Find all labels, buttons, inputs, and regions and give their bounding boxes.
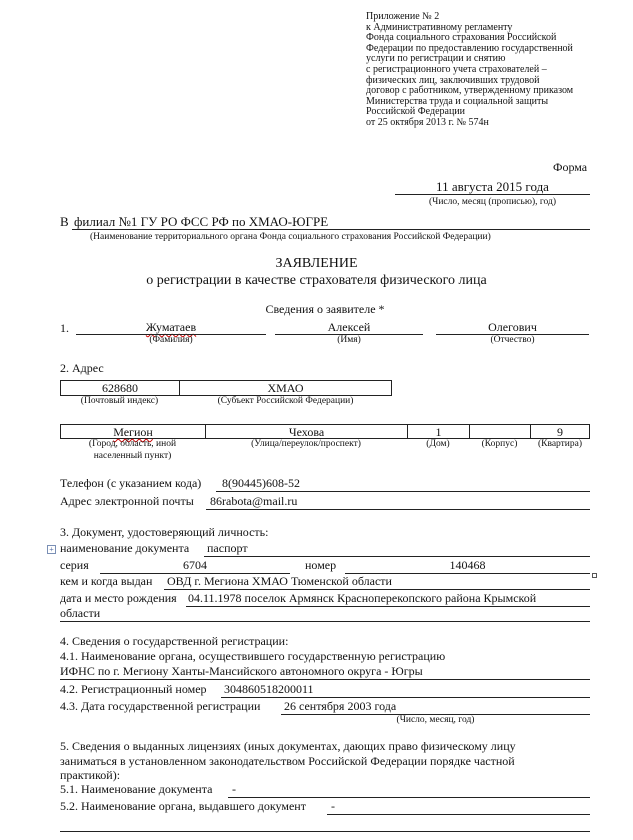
recipient-line (72, 229, 590, 230)
appendix-line: Приложение № 2 (366, 11, 440, 22)
date-line (395, 194, 590, 195)
organ-label: 4.1. Наименование органа, осуществившего государственную регистрацию (60, 649, 446, 663)
licenses-header-3: практикой): (60, 768, 121, 782)
date-value[interactable]: 11 августа 2015 года (436, 179, 549, 194)
license-doc-value[interactable]: - (232, 782, 236, 796)
surname-caption: (Фамилия) (149, 335, 193, 345)
birth-value[interactable]: 04.11.1978 поселок Армянск Красноперекопского района Крымской (188, 591, 537, 605)
doc-name-label: наименование документа (60, 541, 190, 555)
apartment-cell[interactable] (531, 425, 589, 438)
appendix-line: Российской Федерации (366, 106, 466, 118)
licenses-header-1: 5. Сведения о выданных лицензиях (иных документах, дающих право физическому лицу (60, 739, 516, 753)
license-organ-label: 5.2. Наименование органа, выдавшего документ (60, 799, 306, 813)
region-cell[interactable] (180, 381, 391, 395)
apartment-value: 9 (557, 425, 563, 439)
recipient-caption: (Наименование территориального органа Фонда социального страхования Российской Федерации) (90, 232, 491, 242)
email-value[interactable]: 86rabota@mail.ru (210, 494, 298, 508)
organ-value[interactable]: ИФНС по г. Мегиону Ханты-Мансийского автономного округа - Югры (60, 664, 423, 678)
license-organ-line-2 (60, 831, 590, 832)
document-subtitle: о регистрации в качестве страхователя физического лица (146, 273, 487, 288)
appendix-line: договор с работником, утвержденному приказом (366, 85, 574, 97)
reg-number-label: 4.2. Регистрационный номер (60, 682, 207, 696)
date-caption: (Число, месяц (прописью), год) (429, 197, 556, 207)
reg-date-caption: (Число, месяц, год) (396, 715, 475, 725)
address-row-box (60, 424, 590, 439)
organ-line (60, 679, 590, 680)
issued-label: кем и когда выдан (60, 574, 153, 588)
reg-number-value[interactable]: 304860518200011 (224, 682, 314, 696)
license-organ-value[interactable]: - (331, 799, 335, 813)
document-header: 3. Документ, удостоверяющий личность: (60, 525, 269, 539)
appendix-line: Министерства труда и социальной защиты (366, 95, 549, 107)
email-label: Адрес электронной почты (60, 494, 194, 508)
doc-name-line (204, 556, 590, 557)
email-line (206, 509, 590, 510)
building-caption: (Корпус) (481, 439, 518, 449)
appendix-line: с регистрационного учета страхователей – (366, 63, 547, 75)
street-caption: (Улица/переулок/проспект) (251, 439, 361, 449)
postal-code-caption: (Почтовый индекс) (80, 396, 159, 406)
birth-value-cont[interactable]: области (60, 606, 101, 620)
licenses-header-2: заниматься в установленном законодательством Российской Федерации порядке частной (60, 754, 515, 768)
birth-label: дата и место рождения (60, 591, 177, 605)
street-value: Чехова (288, 425, 325, 439)
surname-value[interactable]: Жуматаев (145, 320, 197, 334)
issued-line (164, 589, 590, 590)
phone-label: Телефон (с указанием кода) (60, 476, 202, 490)
postal-region-box (60, 380, 392, 396)
appendix-line: к Административному регламенту (366, 21, 513, 33)
move-handle-icon[interactable]: + (47, 545, 56, 554)
doc-name-value[interactable]: паспорт (207, 541, 248, 555)
street-cell[interactable] (206, 425, 408, 438)
appendix-line: Федерации по предоставлению государственной (366, 42, 573, 54)
appendix-line: от 25 октября 2013 г. № 574н (366, 116, 489, 128)
recipient-prefix: В (60, 214, 69, 229)
reg-number-line (221, 697, 590, 698)
resize-handle-icon[interactable] (592, 573, 597, 578)
patronymic-value[interactable]: Олегович (488, 320, 537, 334)
license-doc-line (228, 797, 590, 798)
document-title: ЗАЯВЛЕНИЕ (275, 256, 358, 271)
birth-line (186, 606, 590, 607)
apartment-caption: (Квартира) (537, 439, 583, 449)
house-caption: (Дом) (426, 439, 450, 449)
postal-code-value: 628680 (102, 381, 138, 395)
license-organ-line (327, 814, 590, 815)
building-cell[interactable] (470, 425, 531, 438)
phone-line (216, 491, 590, 492)
name-caption: (Имя) (337, 335, 361, 345)
applicant-header: Сведения о заявителе * (265, 302, 385, 316)
recipient-value[interactable]: филиал №1 ГУ РО ФСС РФ по ХМАО-ЮГРЕ (74, 214, 329, 229)
section1-number: 1. (60, 321, 69, 335)
birth-line-2 (60, 621, 590, 622)
house-value: 1 (435, 425, 442, 439)
name-value[interactable]: Алексей (327, 320, 371, 334)
house-cell[interactable] (408, 425, 470, 438)
patronymic-caption: (Отчество) (490, 335, 535, 345)
city-caption-1: (Город, область, иной (88, 439, 177, 449)
number-label: номер (305, 558, 337, 572)
series-label: серия (60, 558, 89, 572)
license-doc-label: 5.1. Наименование документа (60, 782, 213, 796)
city-value: Мегион (113, 425, 153, 439)
address-label: 2. Адрес (60, 361, 104, 375)
reg-date-value[interactable]: 26 сентября 2003 года (284, 699, 397, 713)
reg-date-label: 4.3. Дата государственной регистрации (60, 699, 261, 713)
phone-value[interactable]: 8(90445)608-52 (222, 476, 300, 490)
registration-header: 4. Сведения о государственной регистрации: (60, 634, 289, 648)
region-caption: (Субъект Российской Федерации) (217, 396, 354, 406)
appendix-line: услуги по регистрации и снятию (366, 53, 506, 65)
postal-code-cell[interactable] (61, 381, 180, 395)
series-value[interactable]: 6704 (183, 558, 207, 572)
region-value: ХМАО (267, 381, 304, 395)
appendix-line: физических лиц, заключивших трудовой (366, 74, 540, 86)
number-value[interactable]: 140468 (449, 558, 486, 572)
appendix-line: Фонда социального страхования Российской (366, 32, 557, 44)
form-label: Форма (553, 160, 588, 174)
appendix-block (366, 12, 573, 129)
issued-value[interactable]: ОВД г. Мегиона ХМАО Тюменской области (167, 574, 392, 588)
city-caption-2: населенный пункт) (93, 451, 172, 461)
city-cell[interactable] (61, 425, 206, 438)
